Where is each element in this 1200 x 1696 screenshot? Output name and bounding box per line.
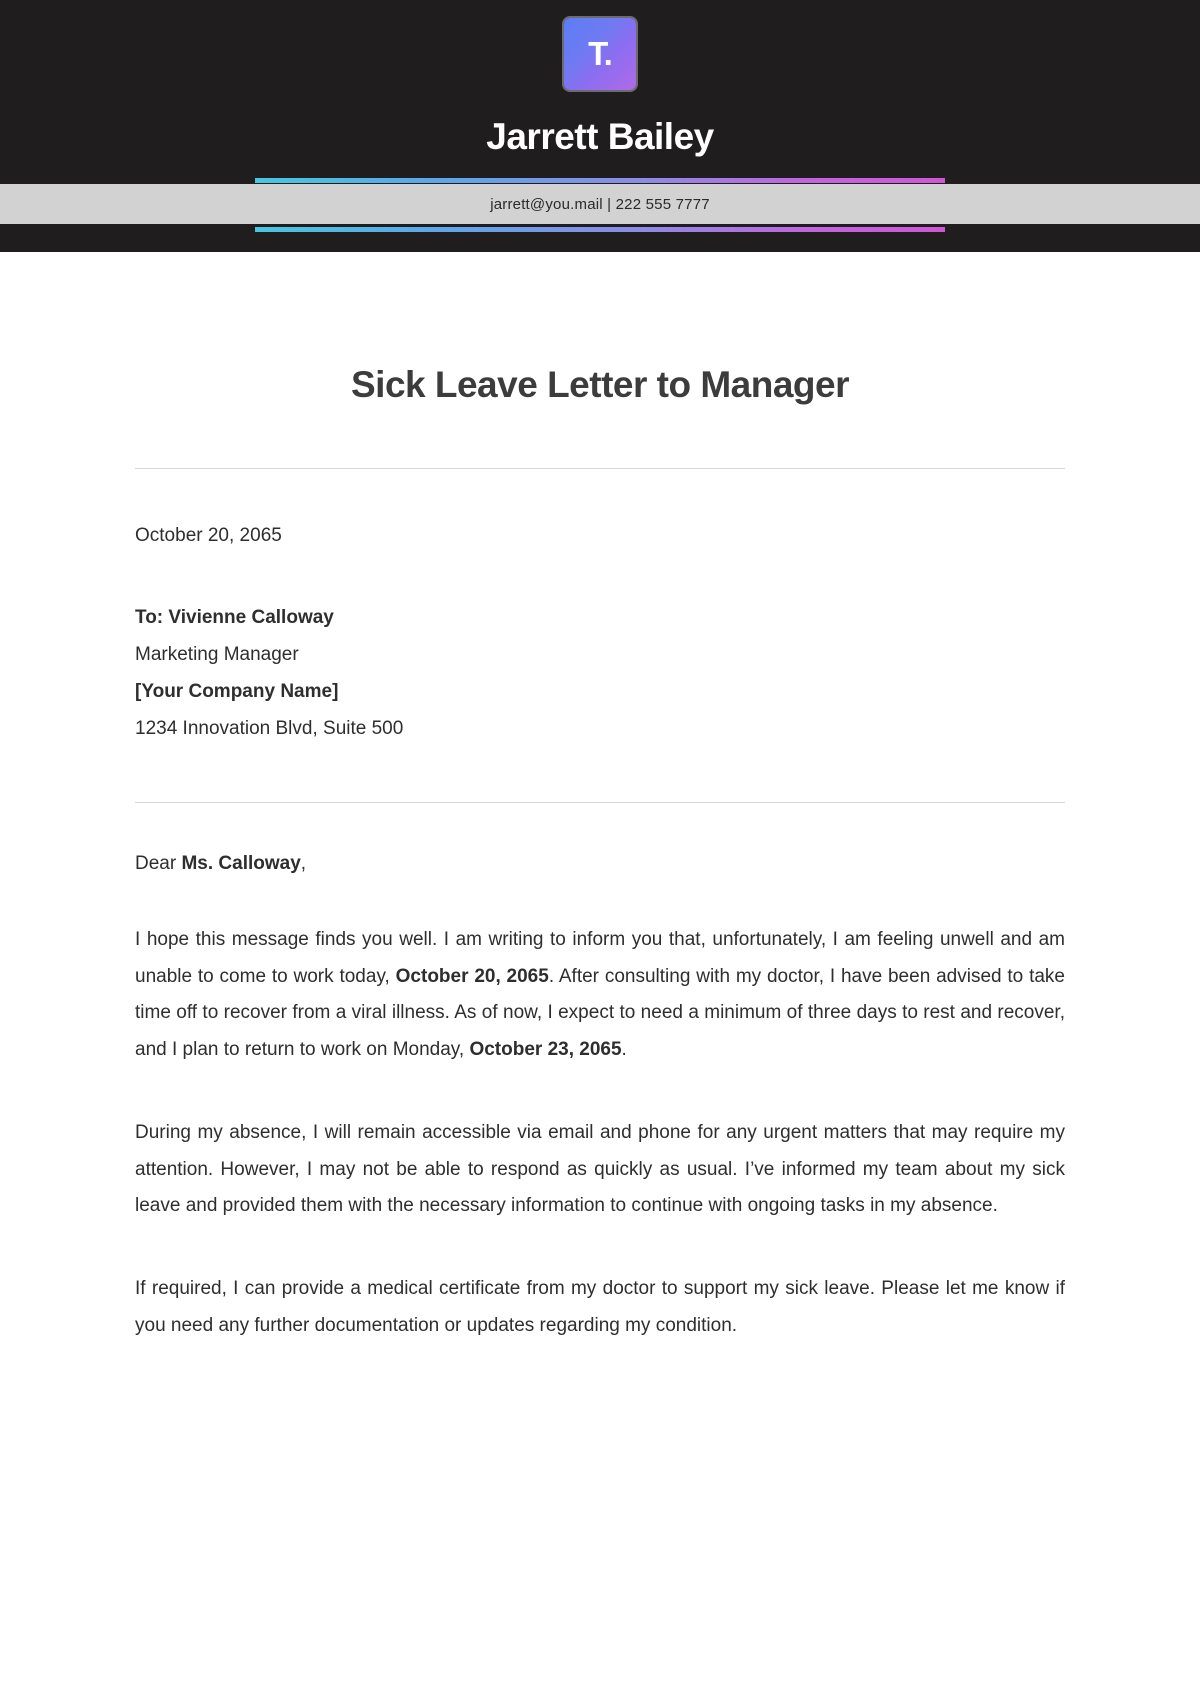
paragraph-1-part-1: I hope this message finds you well. I am writing to inform you that, unfortunately, I am feeling unwell and am unable to come to work today, bbox=[135, 929, 1065, 987]
paragraph-1-part-3: . bbox=[621, 1038, 627, 1060]
salutation-suffix: , bbox=[300, 853, 307, 875]
paragraph-1-part-2: . After consulting with my doctor, I have been advised to take time off to recover from a viral illness. As of now, I expect to need a minimum of three days to rest and recover, and I plan to return to work on Monday, bbox=[135, 965, 1065, 1060]
salutation-prefix: Dear bbox=[135, 853, 182, 875]
divider-top bbox=[135, 468, 1065, 469]
contact-band bbox=[0, 184, 1200, 224]
page-title: Sick Leave Letter to Manager bbox=[350, 364, 850, 405]
contact-info: jarrett@you.mail | 222 555 7777 bbox=[490, 195, 710, 213]
gradient-rule-top bbox=[255, 178, 945, 183]
divider-middle bbox=[135, 802, 1065, 803]
paragraph-1-bold-date-2: October 23, 2065 bbox=[469, 1038, 622, 1060]
salutation-name: Ms. Calloway bbox=[181, 853, 301, 875]
recipient-address: 1234 Innovation Blvd, Suite 500 bbox=[135, 718, 404, 740]
logo-letter-t-icon bbox=[564, 18, 636, 90]
recipient-block bbox=[135, 599, 1065, 747]
person-name: Jarrett Bailey bbox=[486, 116, 714, 157]
salutation bbox=[135, 853, 1065, 875]
paragraph-3: If required, I can provide a medical certificate from my doctor to support my sick leave. Please let me know if you need any further documentation or updates regarding my condition. bbox=[135, 1278, 1065, 1336]
recipient-job-title: Marketing Manager bbox=[135, 644, 299, 666]
letterhead-header bbox=[0, 0, 1200, 252]
recipient-name: To: Vivienne Calloway bbox=[135, 607, 334, 628]
gradient-rule-bottom bbox=[255, 227, 945, 232]
paragraph-1-bold-date-1: October 20, 2065 bbox=[395, 965, 549, 987]
letter-date: October 20, 2065 bbox=[135, 525, 282, 546]
recipient-company: [Your Company Name] bbox=[135, 681, 339, 703]
letter-body bbox=[0, 364, 1200, 1344]
logo-letter-text: T. bbox=[588, 35, 612, 72]
paragraph-2: During my absence, I will remain accessible via email and phone for any urgent matters that may require my attention. However, I may not be able to respond as quickly as usual. I’ve informed my team about my sick leave and provided them with the necessary information to continue with ongoing tasks in my absence. bbox=[135, 1122, 1065, 1216]
paragraph-1 bbox=[135, 922, 1065, 1068]
logo-container bbox=[0, 18, 1200, 90]
